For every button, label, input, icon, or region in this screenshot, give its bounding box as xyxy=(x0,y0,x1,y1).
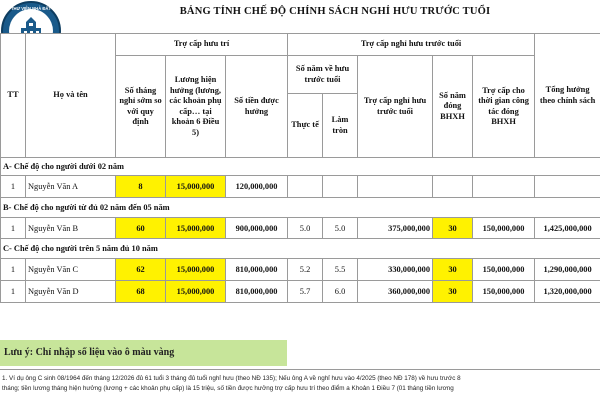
section-title-c: C- Chế độ cho người trên 5 năm đủ 10 năm xyxy=(1,239,600,259)
cell-years-input[interactable]: 30 xyxy=(433,259,473,281)
header-total: Tổng hưởng theo chính sách xyxy=(535,34,600,158)
cell-name: Nguyễn Văn C xyxy=(26,259,116,281)
cell-bhxh: 150,000,000 xyxy=(473,218,535,239)
header-years-early: Số năm về hưu trước tuổi xyxy=(288,56,358,94)
header-pension-amount: Số tiền được hưởng xyxy=(226,56,288,158)
cell-actual xyxy=(288,176,323,198)
header-group-early: Trợ cấp nghỉ hưu trước tuổi xyxy=(288,34,535,56)
header-early-months: Số tháng nghỉ sớm so với quy định xyxy=(116,56,166,158)
header-bhxh-allowance: Trợ cấp cho thời gian công tác đóng BHXH xyxy=(473,56,535,158)
cell-total: 1,290,000,000 xyxy=(535,259,600,281)
header-group-pension: Trợ cấp hưu trí xyxy=(116,34,288,56)
logo-top-text: THƯ VIỆN NHÀ ĐẤT xyxy=(11,6,51,11)
sheet-title: BẢNG TÍNH CHẾ ĐỘ CHÍNH SÁCH NGHỈ HƯU TRƯỚC TUỔI xyxy=(179,6,491,17)
footnote-line-1: 1. Ví dụ ông C sinh 08/1964 đến tháng 12/2026 đủ 61 tuổi 3 tháng đủ tuổi nghỉ hưu (theo NĐ 135); Nếu ông A về nghỉ hưu vào 4/2025 (theo NĐ 178) về hưu trước 8 xyxy=(2,375,461,382)
cell-rounded: 5.0 xyxy=(323,218,358,239)
cell-actual: 5.7 xyxy=(288,281,323,303)
cell-salary-input[interactable]: 15,000,000 xyxy=(166,281,226,303)
table-row xyxy=(1,281,600,303)
cell-name: Nguyễn Văn D xyxy=(26,281,116,303)
cell-total xyxy=(535,176,600,198)
cell-bhxh xyxy=(473,176,535,198)
divider xyxy=(0,369,600,370)
cell-months-input[interactable]: 68 xyxy=(116,281,166,303)
cell-total: 1,425,000,000 xyxy=(535,218,600,239)
cell-early: 330,000,000 xyxy=(358,259,433,281)
cell-total: 1,320,000,000 xyxy=(535,281,600,303)
section-title-a: A- Chế độ cho người dưới 02 năm xyxy=(1,158,600,176)
cell-bhxh: 150,000,000 xyxy=(473,259,535,281)
cell-salary-input[interactable]: 15,000,000 xyxy=(166,176,226,198)
cell-amount: 900,000,000 xyxy=(226,218,288,239)
cell-bhxh: 150,000,000 xyxy=(473,281,535,303)
cell-salary-input[interactable]: 15,000,000 xyxy=(166,218,226,239)
cell-months-input[interactable]: 60 xyxy=(116,218,166,239)
cell-years-input[interactable]: 30 xyxy=(433,281,473,303)
cell-amount: 810,000,000 xyxy=(226,259,288,281)
cell-amount: 810,000,000 xyxy=(226,281,288,303)
cell-name: Nguyễn Văn B xyxy=(26,218,116,239)
cell-early: 360,000,000 xyxy=(358,281,433,303)
cell-salary-input[interactable]: 15,000,000 xyxy=(166,259,226,281)
cell-months-input[interactable]: 8 xyxy=(116,176,166,198)
cell-rounded xyxy=(323,176,358,198)
header-early-allowance: Trợ cấp nghỉ hưu trước tuổi xyxy=(358,56,433,158)
cell-months-input[interactable]: 62 xyxy=(116,259,166,281)
cell-tt: 1 xyxy=(1,218,26,239)
cell-rounded: 5.5 xyxy=(323,259,358,281)
header-years-bhxh: Số năm đóng BHXH xyxy=(433,56,473,158)
cell-rounded: 6.0 xyxy=(323,281,358,303)
section-title-b: B- Chế độ cho người từ đủ 02 năm đến 05 năm xyxy=(1,198,600,218)
footnote-line-2: tháng; tiền lương tháng hiện hưởng (lương + các khoản phụ cấp) là 15 triệu, số tiền được hưởng trợ cấp hưu trí theo điểm a Khoản 1 Điều 7 (01 tháng tiền lương xyxy=(2,385,454,393)
cell-tt: 1 xyxy=(1,176,26,198)
cell-years-input[interactable]: 30 xyxy=(433,218,473,239)
header-rounded: Làm tròn xyxy=(323,94,358,158)
table-row xyxy=(1,259,600,281)
pension-table xyxy=(0,33,600,303)
cell-actual: 5.0 xyxy=(288,218,323,239)
cell-actual: 5.2 xyxy=(288,259,323,281)
cell-tt: 1 xyxy=(1,281,26,303)
header-name: Họ và tên xyxy=(26,34,116,158)
cell-name: Nguyễn Văn A xyxy=(26,176,116,198)
table-row xyxy=(1,218,600,239)
cell-years xyxy=(433,176,473,198)
header-tt: TT xyxy=(1,34,26,158)
header-actual: Thực tế xyxy=(288,94,323,158)
cell-early: 375,000,000 xyxy=(358,218,433,239)
cell-tt: 1 xyxy=(1,259,26,281)
cell-amount: 120,000,000 xyxy=(226,176,288,198)
cell-early xyxy=(358,176,433,198)
table-row xyxy=(1,176,600,198)
header-salary: Lương hiện hưởng (lương, các khoản phụ cấp… tại khoản 6 Điều 5) xyxy=(166,56,226,158)
footnote xyxy=(2,374,600,394)
note-text: Lưu ý: Chỉ nhập số liệu vào ô màu vàng xyxy=(4,347,175,358)
